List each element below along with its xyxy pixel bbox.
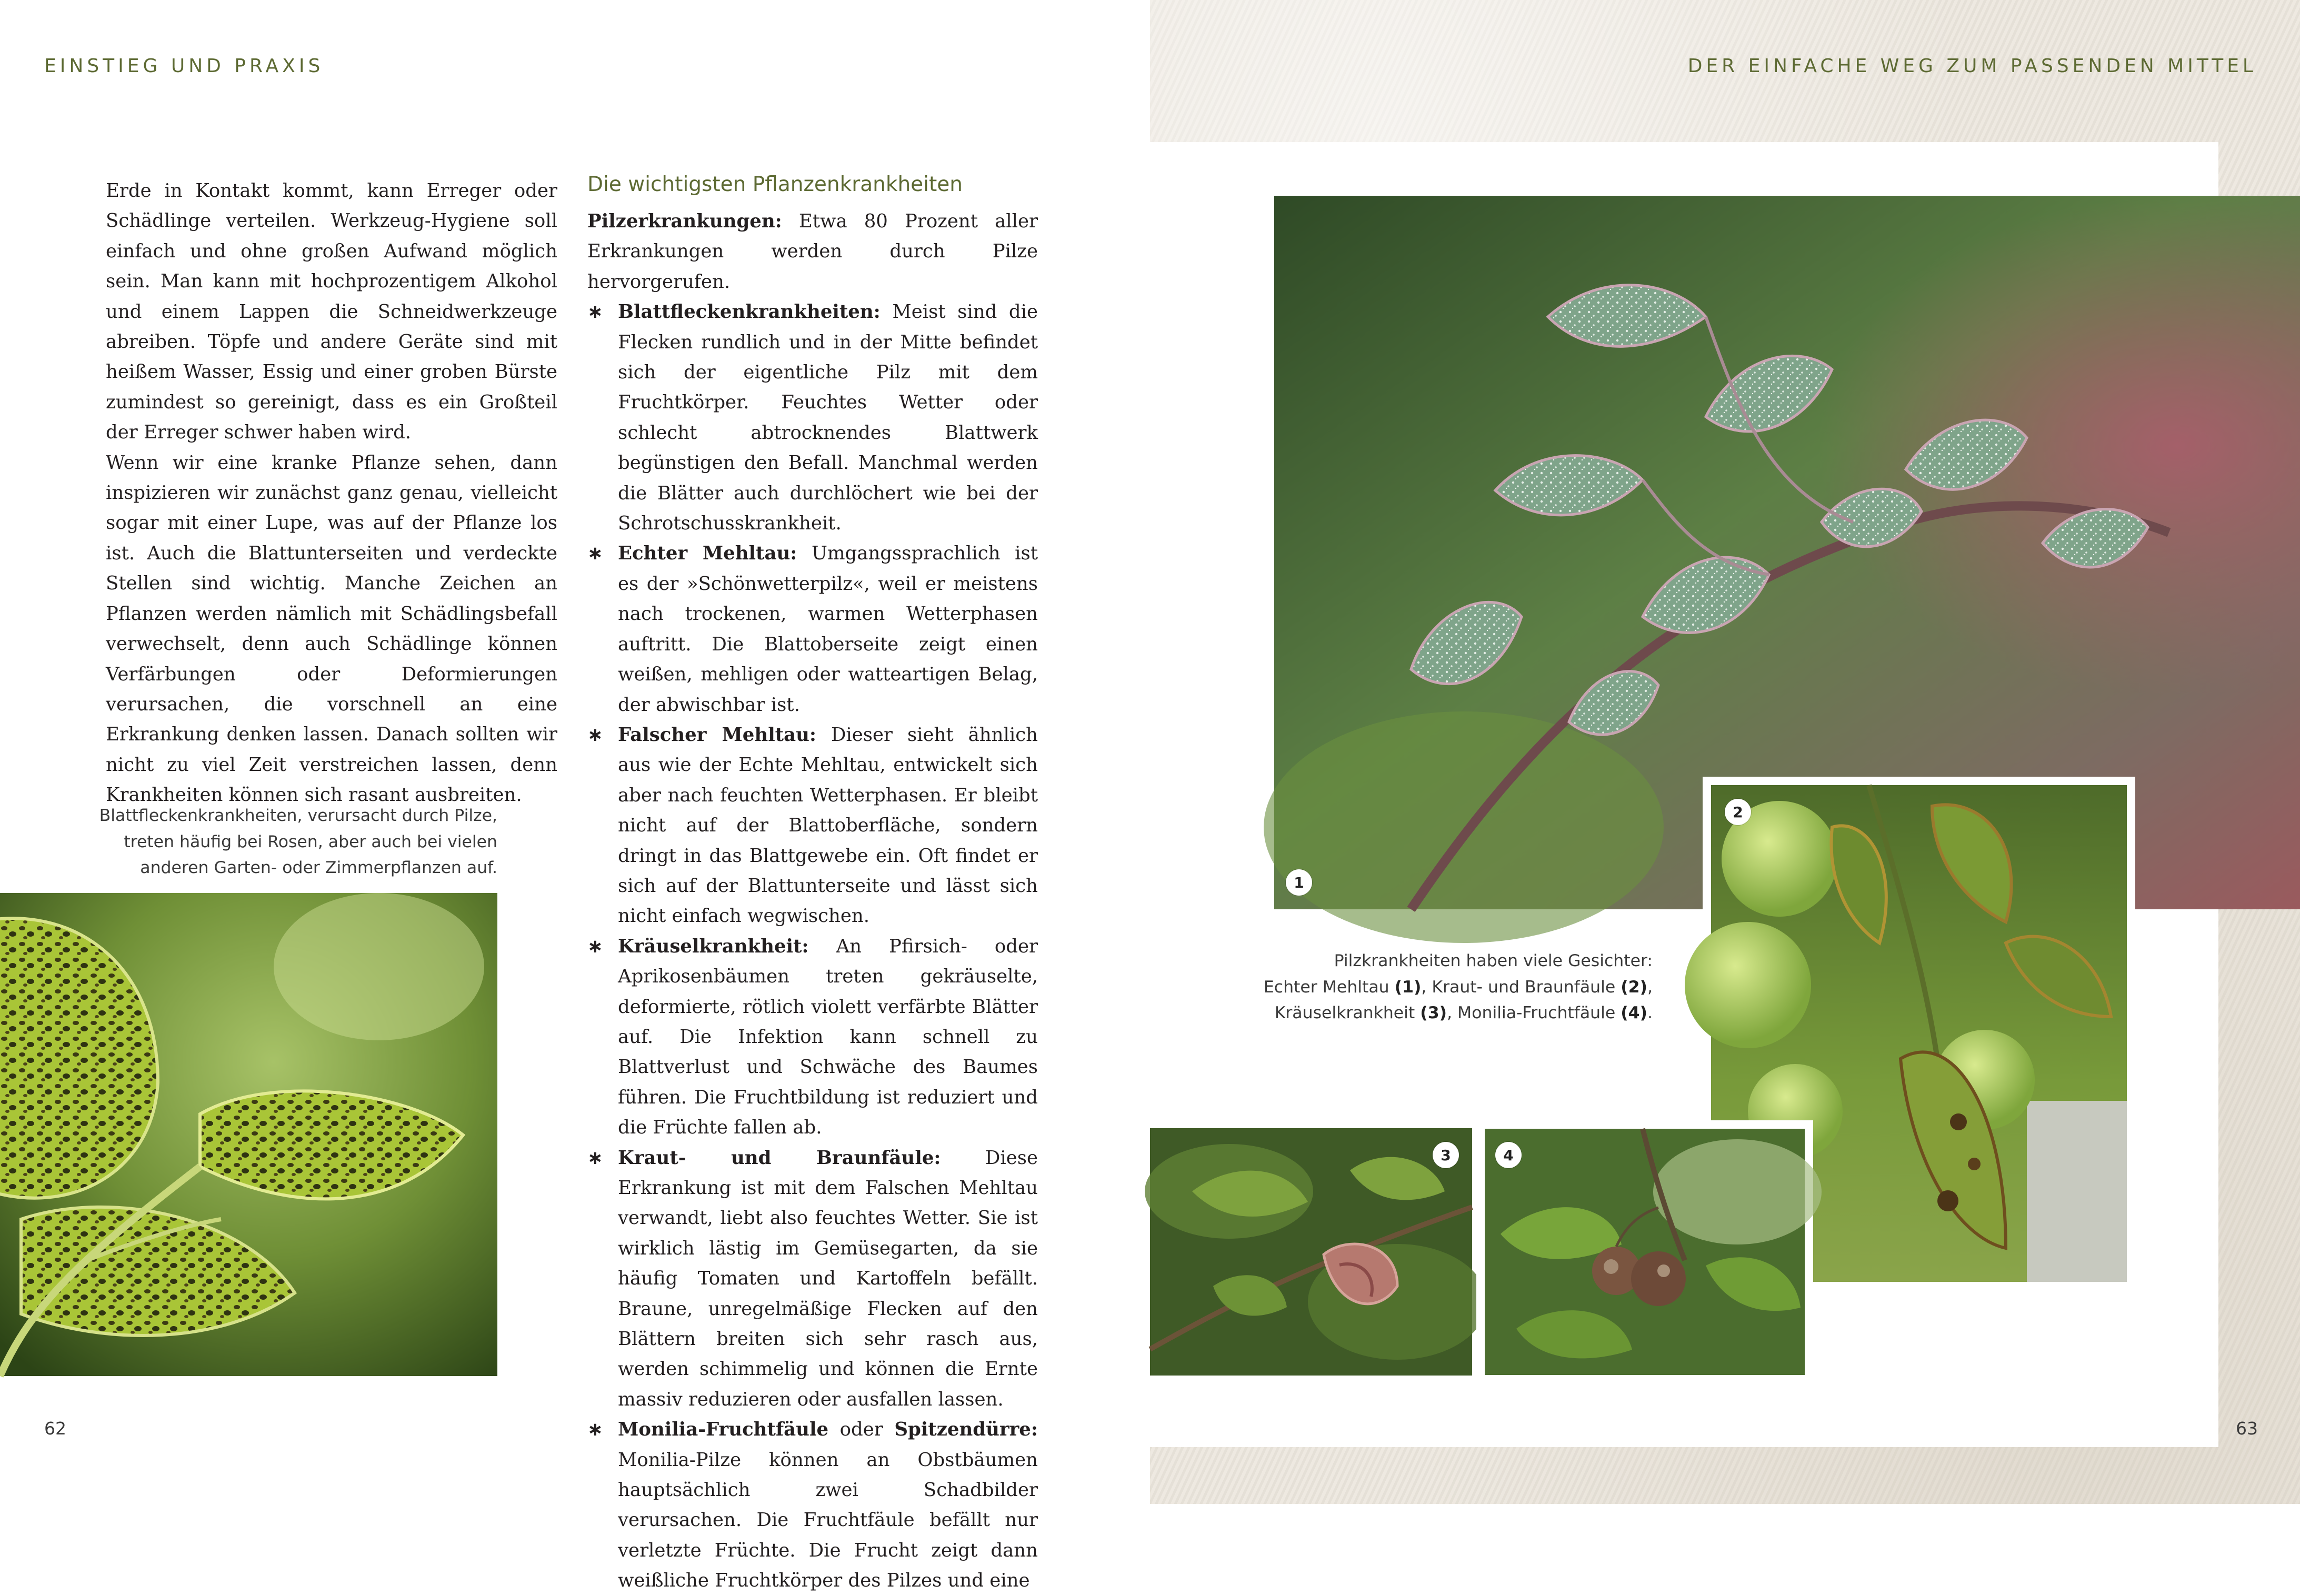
caption-line (1213, 975, 1653, 1001)
list-text: Umgangssprachlich ist es der »Schönwetterpilz«, weil er meistens nach trockenen, warmen Wetterphasen auftritt. Die Blattoberseite zeigt einen weißen, mehligen oder watteartigen Belag, der abwischbar ist. (618, 543, 1038, 716)
caption-line (1213, 1000, 1653, 1027)
list-term: Monilia-Fruchtfäule (618, 1419, 829, 1441)
photo-leaf-curl (1150, 1128, 1472, 1376)
caption-ref: (2) (1621, 977, 1647, 997)
caption-text: . (1647, 1003, 1653, 1022)
caption-line: Blattfleckenkrankheiten, verursacht durch Pilze, (99, 806, 497, 825)
list-term: Echter Mehltau: (618, 543, 797, 565)
list-text: An Pfirsich- oder Aprikosenbäumen treten gekräuselte, deformierte, rötlich violett verfärbte Blätter auf. Die Infektion kann schnell zu Blattverlust und Schwäche des Baumes führen. Die Fruchtbildung ist reduziert und die Früchte fallen ab. (618, 935, 1038, 1139)
caption-ref: (3) (1420, 1003, 1447, 1022)
running-head-left: EINSTIEG UND PRAXIS (44, 55, 324, 77)
caption-text: , Monilia-Fruchtfäule (1447, 1003, 1621, 1022)
caption-text: , Kraut- und Braunfäule (1421, 977, 1621, 997)
list-text: Monilia-Pilze können an Obstbäumen hauptsächlich zwei Schadbilder verursachen. Die Fruchtfäule befällt nur verletzte Früchte. Die Frucht zeigt dann weißliche Fruchtkörper des Pilzes und eine (618, 1449, 1038, 1592)
caption-ref: (1) (1394, 977, 1422, 997)
photo-badge-2: 2 (1725, 799, 1751, 825)
list-term: Kräuselkrankheit: (618, 935, 809, 957)
list-item (587, 931, 1038, 1143)
left-page (0, 0, 1150, 1592)
intro-paragraph (587, 206, 1038, 297)
caption-text: Echter Mehltau (1263, 977, 1395, 997)
list-text: Meist sind die Flecken rundlich und in der Mitte befindet sich der eigentliche Pilz mit dem Fruchtkörper. Feuchtes Wetter oder schlecht abtrocknendes Blattwerk begünstigen den Befall. Manchmal werden die Blätter auch durchlöchert wie bei der Schrotschusskrankheit. (618, 301, 1038, 535)
caption-line: treten häufig bei Rosen, aber auch bei vielen (124, 832, 497, 851)
list-term: Falscher Mehltau: (618, 724, 816, 746)
list-text: Diese Erkrankung ist mit dem Falschen Mehltau verwandt, liebt also feuchtes Wetter. Sie ist wirklich lästig im Gemüsegarten, da sie häufig Tomaten und Kartoffeln befällt. Braune, unregelmäßige Flecken auf den Blättern breiten sich sehr rasch aus, werden schimmelig und können die Ernte massiv reduzieren oder ausfallen lassen. (618, 1147, 1038, 1410)
list-item (587, 1414, 1038, 1595)
photo-badge-3: 3 (1433, 1142, 1459, 1168)
list-item (587, 297, 1038, 538)
list-connector: oder (828, 1419, 895, 1441)
caption-text: Kräuselkrankheit (1274, 1003, 1421, 1022)
asterisk-bullet-icon: ∗ (587, 1147, 603, 1169)
photo-leaf-spot-rose (0, 893, 497, 1376)
paragraph: Wenn wir eine kranke Pflanze sehen, dann inspizieren wir zunächst ganz genau, vielleicht sogar mit einer Lupe, was auf der Pflanze los ist. Auch die Blattunterseiten und verdeckte Stellen sind wichtig. Manche Zeichen an Pflanzen werden nämlich mit Schädlingsbefall verwechselt, denn auch Schädlinge können Verfärbungen oder Deformierungen verursachen, die vorschnell an eine Erkrankung denken lassen. Danach sollten wir nicht zu viel Zeit verstreichen lassen, denn Krankheiten können sich rasant ausbreiten. (106, 451, 557, 806)
disease-list (587, 297, 1038, 1595)
page-number-right: 63 (2236, 1418, 2258, 1439)
caption-ref: (4) (1621, 1003, 1647, 1022)
asterisk-bullet-icon: ∗ (587, 543, 603, 565)
asterisk-bullet-icon: ∗ (587, 935, 603, 957)
list-term: Spitzendürre: (894, 1419, 1038, 1441)
list-item (587, 720, 1038, 931)
intro-text: Etwa 80 Prozent aller Erkrankungen werden durch Pilze hervorgerufen. (587, 210, 1038, 293)
list-item (587, 538, 1038, 719)
list-item (587, 1143, 1038, 1415)
list-term: Kraut- und Braunfäule: (618, 1147, 941, 1169)
caption-line: Pilzkrankheiten haben viele Gesichter: (1334, 951, 1653, 970)
list-term: Blattfleckenkrankheiten: (618, 301, 881, 323)
paragraph: Erde in Kontakt kommt, kann Erreger oder Schädlinge verteilen. Werkzeug-Hygiene soll einfach und ohne großen Aufwand möglich sein. Man kann mit hochprozentigem Alkohol und einem Lappen die Schneidwerkzeuge abreiben. Töpfe und andere Geräte sind mit heißem Wasser, Essig und einer groben Bürste zumindest so gereinigt, dass es ein Großteil der Erreger schwer haben wird. (106, 180, 557, 444)
section-heading: Die wichtigsten Pflanzenkrankheiten (587, 173, 963, 196)
caption-text: , (1647, 977, 1653, 997)
asterisk-bullet-icon: ∗ (587, 301, 603, 323)
caption-leaf-spot (63, 803, 497, 881)
disease-list-column (587, 206, 1038, 1596)
page-number-left: 62 (44, 1418, 66, 1439)
running-head-right: DER EINFACHE WEG ZUM PASSENDEN MITTEL (1687, 55, 2257, 77)
intro-term: Pilzerkrankungen: (587, 210, 782, 232)
right-page (1150, 0, 2300, 1504)
photo-frame-4 (1476, 1120, 1813, 1383)
asterisk-bullet-icon: ∗ (587, 724, 603, 746)
intro-text-column (106, 176, 557, 810)
asterisk-bullet-icon: ∗ (587, 1419, 603, 1441)
caption-fungal-diseases (1213, 948, 1653, 1027)
list-text: Dieser sieht ähnlich aus wie der Echte Mehltau, entwickelt sich aber nach feuchten Wetterphasen. Er bleibt nicht auf der Blattoberfläche, sondern dringt in das Blattgewebe ein. Oft findet er sich auf der Blattunterseite und lässt sich nicht einfach wegwischen. (618, 724, 1038, 927)
caption-line: anderen Garten- oder Zimmerpflanzen auf. (140, 858, 497, 877)
photo-monilia (1485, 1129, 1805, 1375)
photo-badge-4: 4 (1495, 1142, 1522, 1168)
photo-badge-1: 1 (1286, 869, 1312, 896)
